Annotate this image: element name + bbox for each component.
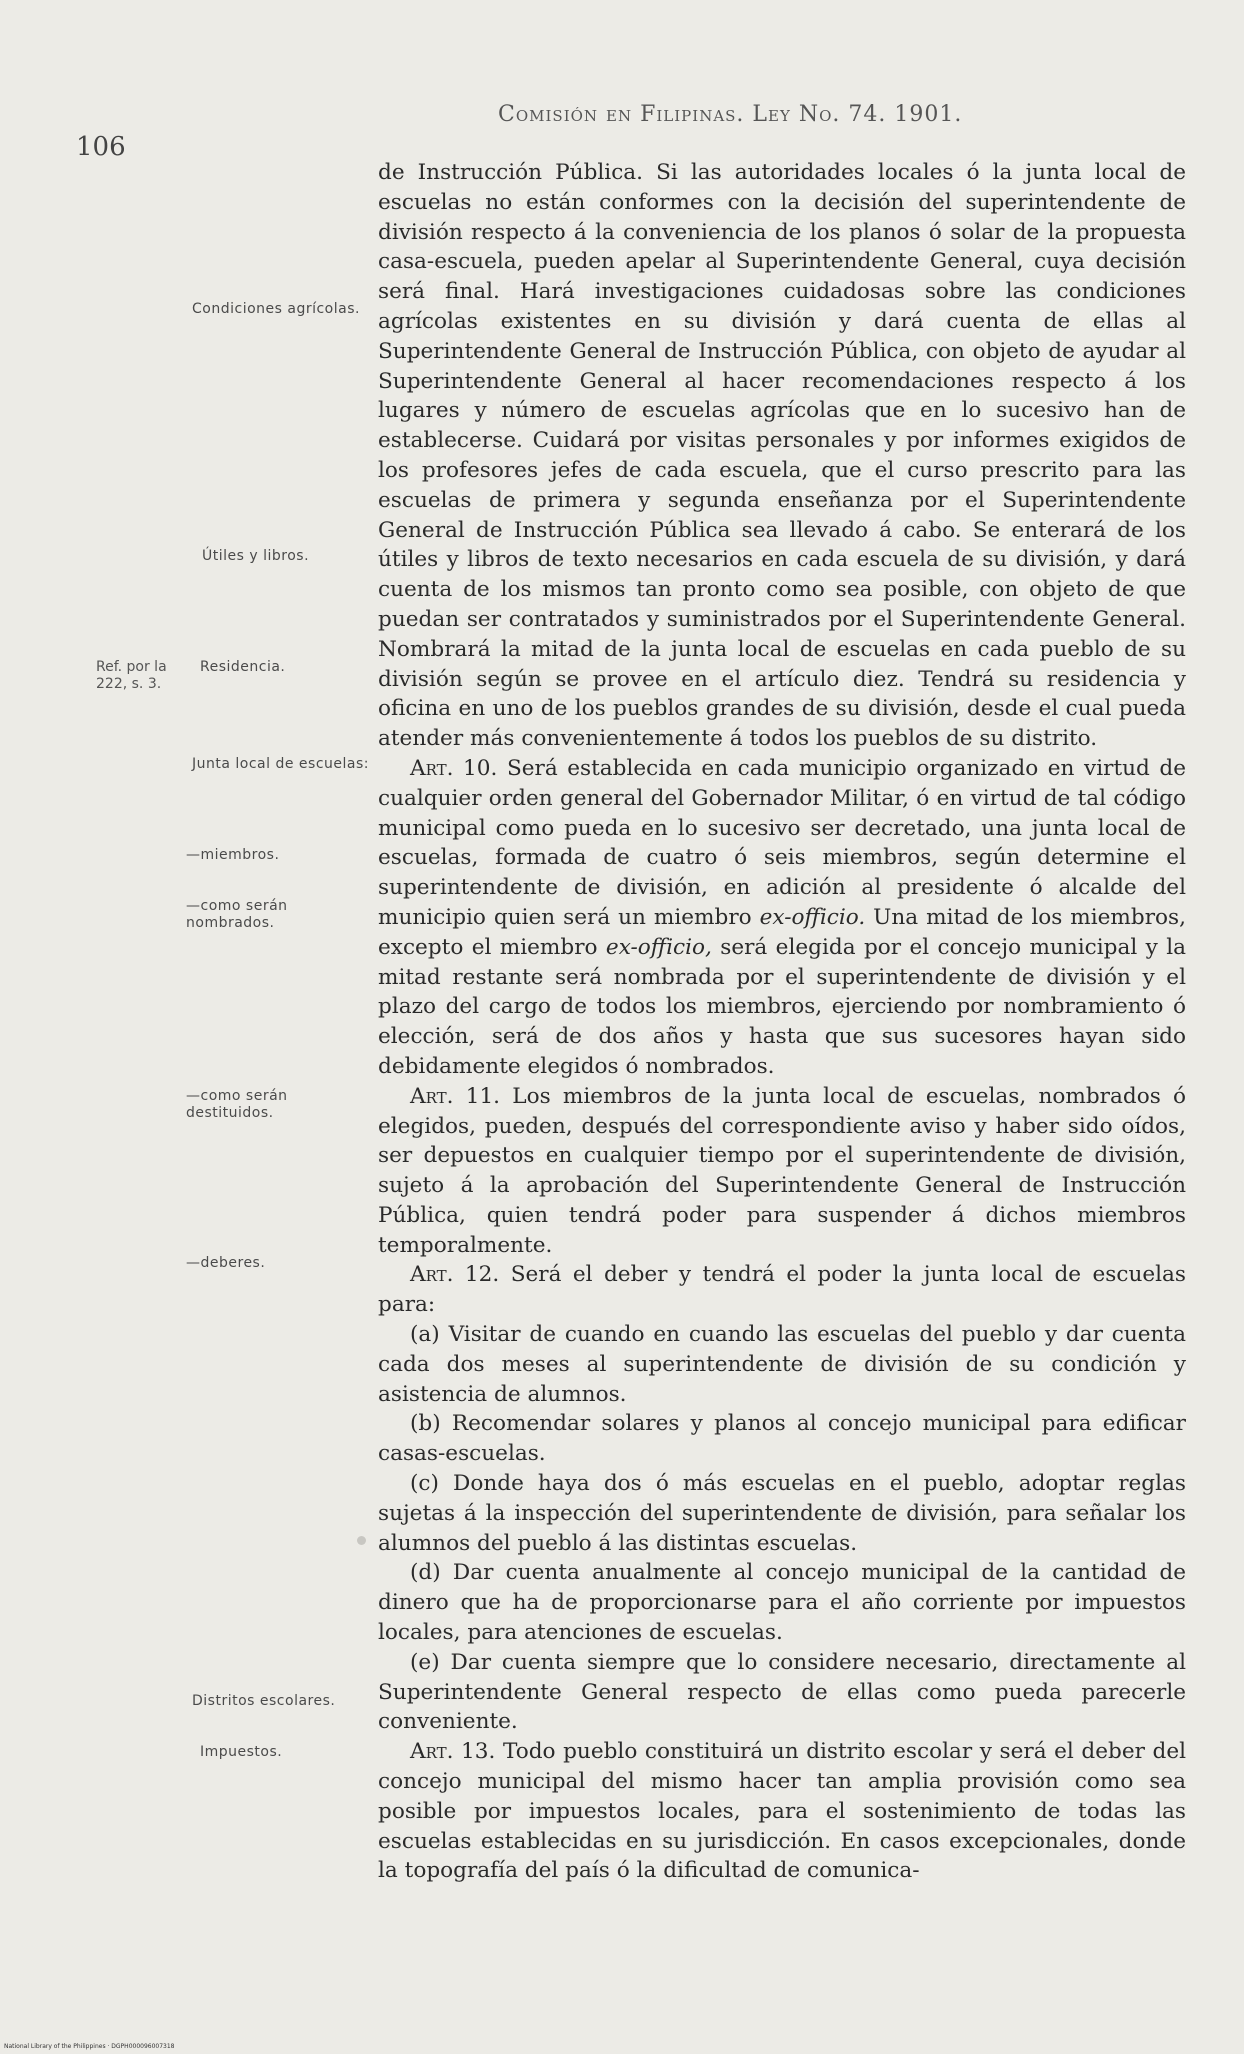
margin-note-destituidos: —como serán destituidos. (186, 1088, 288, 1121)
margin-note-distritos: Distritos escolares. (192, 1693, 336, 1709)
body-text (378, 158, 1186, 1886)
margin-note-deberes: —deberes. (186, 1255, 266, 1271)
article-10-label: Art. 10. (410, 755, 498, 781)
article-13 (378, 1737, 1186, 1886)
reference-note: Ref. por la 222, s. 3. (96, 659, 167, 692)
margin-note-residencia: Residencia. (200, 659, 286, 675)
margin-note-utiles: Útiles y libros. (202, 548, 310, 564)
margin-note-impuestos: Impuestos. (200, 1744, 283, 1760)
paragraph-continuation: de Instrucción Pública. Si las autoridades locales ó la junta local de escuelas no están conformes con la decisión del superintendente de división respecto á la conveniencia de los planos ó solar de la propuesta casa-escuela, pueden apelar al Superintendente General, cuya decisión será final. Hará investigaciones cuidadosas sobre las condiciones agrícolas existentes en su división y dará cuenta de ellas al Superintendente General de Instrucción Pública, con objeto de ayudar al Superintendente General al hacer recomendaciones respecto á los lugares y número de escuelas agrícolas que en lo sucesivo han de establecerse. Cuidará por visitas personales y por informes exigidos de los profesores jefes de cada escuela, que el curso prescrito para las escuelas de primera y segunda enseñanza por el Superintendente General de Instrucción Pública sea llevado á cabo. Se enterará de los útiles y libros de texto necesarios en cada escuela de su división, y dará cuenta de los mismos tan pronto como sea posible, con objeto de que puedan ser contratados y suministrados por el Superintendente General. Nombrará la mitad de la junta local de escuelas en cada pueblo de su división según se provee en el artículo diez. Tendrá su residencia y oficina en uno de los pueblos grandes de su división, desde el cual pueda atender más convenientemente á todos los pueblos de su distrito. (378, 160, 1186, 752)
article-11 (378, 1082, 1186, 1261)
scan-footer: National Library of the Philippines · DGPH000096007318 (4, 2043, 175, 2050)
margin-note-junta-local: Junta local de escuelas: (192, 756, 369, 772)
article-12-item-c: (c) Donde haya dos ó más escuelas en el pueblo, adoptar reglas sujetas á la inspección del superintendente de división, para señalar los alumnos del pueblo á las distintas escuelas. (378, 1471, 1186, 1556)
article-10-text-b: Una mitad de los miembros, excepto el miembro (378, 904, 1186, 960)
article-13-label: Art. 13. (410, 1739, 496, 1765)
article-11-label: Art. 11. (410, 1083, 501, 1109)
article-12-label: Art. 12. (410, 1262, 500, 1288)
page-number: 106 (76, 132, 126, 162)
article-12 (378, 1260, 1186, 1320)
margin-note-condiciones: Condiciones agrícolas. (192, 301, 360, 317)
article-12-item-d: (d) Dar cuenta anualmente al concejo municipal de la cantidad de dinero que ha de proporcionarse para el año corriente por impuestos locales, para atenciones de escuelas. (378, 1560, 1186, 1646)
article-12-item-e: (e) Dar cuenta siempre que lo considere necesario, directamente al Superintendente General respecto de ellas como pueda parecerle conveniente. (378, 1649, 1186, 1735)
article-12-item-a: (a) Visitar de cuando en cuando las escuelas del pueblo y dar cuenta cada dos meses al superintendente de división de su condición y asistencia de alumnos. (378, 1322, 1186, 1407)
article-10-ex-officio-2: ex-officio, (605, 934, 712, 960)
margin-note-nombrados: —como serán nombrados. (186, 898, 288, 931)
article-10 (378, 754, 1186, 1082)
article-12-item-b: (b) Recomendar solares y planos al concejo municipal para edificar casas-escuelas. (378, 1411, 1186, 1467)
article-11-text: Los miembros de la junta local de escuelas, nombrados ó elegidos, pueden, después del correspondiente aviso y haber sido oídos, ser depuestos en cualquier tiempo por el superintendente de división, sujeto á la aprobación del Superintendente General de Instrucción Pública, quien tendrá poder para suspender á dichos miembros temporalmente. (378, 1083, 1186, 1258)
running-head: Comisión en Filipinas. Ley No. 74. 1901. (498, 102, 963, 127)
article-10-ex-officio-1: ex-officio. (759, 904, 866, 930)
paper-speck (357, 1536, 366, 1545)
article-10-text-a: Será establecida en cada municipio organizado en virtud de cualquier orden general del Gobernador Militar, ó en virtud de tal código municipal como pueda en lo sucesivo ser decretado, una junta local de escuelas, formada de cuatro ó seis miembros, según determine el superintendente de división, en adición al presidente ó alcalde del municipio quien será un miembro (378, 755, 1186, 930)
article-12-text: Será el deber y tendrá el poder la junta local de escuelas para: (378, 1262, 1186, 1318)
margin-note-miembros: —miembros. (186, 847, 280, 863)
article-13-text: Todo pueblo constituirá un distrito escolar y será el deber del concejo municipal del mismo hacer tan amplia provisión como sea posible por impuestos locales, para el sostenimiento de todas las escuelas establecidas en su jurisdicción. En casos excepcionales, donde la topografía del país ó la dificultad de comunica- (378, 1739, 1187, 1884)
article-10-text-c: será elegida por el concejo municipal y la mitad restante será nombrada por el superintendente de división y el plazo del cargo de todos los miembros, ejerciendo por nombramiento ó elección, será de dos años y hasta que sus sucesores hayan sido debidamente elegidos ó nombrados. (378, 934, 1186, 1079)
